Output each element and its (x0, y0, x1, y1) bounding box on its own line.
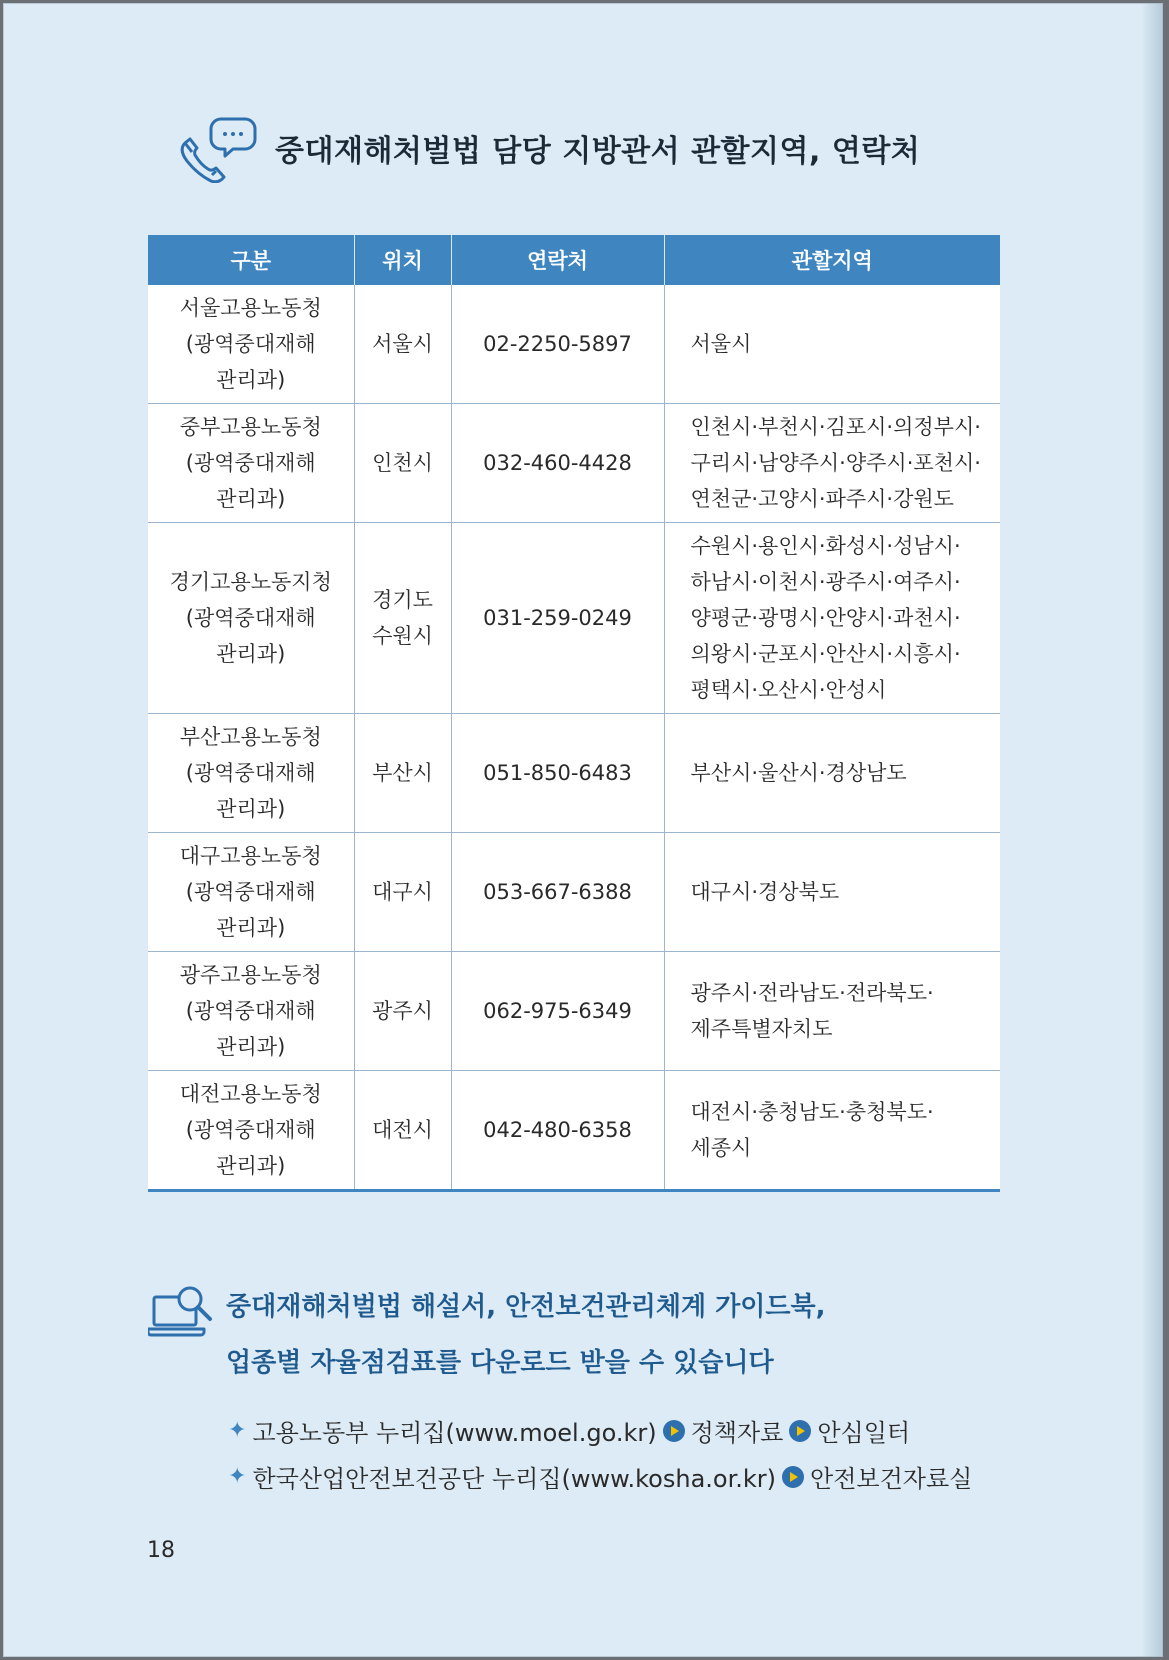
phone-number: 051-850-6483 (483, 761, 632, 785)
link-moel-path-1[interactable]: 정책자료 (690, 1419, 784, 1447)
office-name-line: 관리과) (216, 916, 286, 940)
region-line: 평택시·오산시·안성시 (690, 678, 887, 702)
download-notice-line-2: 업종별 자율점검표를 다운로드 받을 수 있습니다 (226, 1348, 774, 1378)
play-arrow-icon (789, 1420, 811, 1442)
office-name-cell (148, 285, 354, 404)
link-moel[interactable] (228, 1413, 910, 1448)
location-line: 인천시 (372, 451, 433, 475)
region-line: 광주시·전라남도·전라북도· (690, 981, 934, 1005)
region-line: 의왕시·군포시·안산시·시흥시· (690, 642, 961, 666)
sparkle-bullet-icon: ✦ (228, 1464, 247, 1489)
phone-cell (451, 285, 664, 404)
office-name-line: 경기고용노동지청 (169, 570, 332, 594)
location-cell (354, 952, 451, 1071)
link-kosha-site[interactable]: 한국산업안전보건공단 누리집(www.kosha.or.kr) (252, 1465, 777, 1493)
page-edge-shadow (1141, 3, 1163, 1657)
region-cell (664, 285, 1000, 404)
office-name-line: 대전고용노동청 (179, 1082, 322, 1106)
region-line: 대전시·충청남도·충청북도· (690, 1100, 934, 1124)
play-arrow-icon (782, 1466, 804, 1488)
office-name-line: (광역중대재해 (185, 451, 316, 475)
region-cell (664, 523, 1000, 714)
phone-number: 053-667-6388 (483, 880, 632, 904)
section-title: 중대재해처벌법 담당 지방관서 관할지역, 연락처 (275, 134, 921, 169)
office-name-line: (광역중대재해 (185, 880, 316, 904)
office-name-line: (광역중대재해 (185, 332, 316, 356)
phone-cell (451, 404, 664, 523)
location-cell (354, 404, 451, 523)
location-line: 광주시 (372, 999, 433, 1023)
phone-number: 031-259-0249 (483, 606, 632, 630)
link-moel-path-2[interactable]: 안심일터 (817, 1419, 911, 1447)
play-arrow-icon (663, 1420, 685, 1442)
table-row (148, 404, 1000, 523)
region-line: 수원시·용인시·화성시·성남시· (690, 534, 961, 558)
region-cell (664, 1071, 1000, 1191)
office-name-cell (148, 523, 354, 714)
laptop-search-icon (148, 1283, 216, 1341)
phone-number: 042-480-6358 (483, 1118, 632, 1142)
office-name-line: 관리과) (216, 642, 286, 666)
region-cell (664, 952, 1000, 1071)
location-line: 서울시 (372, 332, 433, 356)
region-cell (664, 714, 1000, 833)
table-row (148, 285, 1000, 404)
column-header-location: 위치 (354, 235, 451, 285)
region-line: 세종시 (690, 1136, 752, 1160)
location-cell (354, 285, 451, 404)
region-line: 인천시·부천시·김포시·의정부시· (690, 415, 981, 439)
office-name-cell (148, 833, 354, 952)
region-line: 대구시·경상북도 (690, 880, 840, 904)
office-name-line: 광주고용노동청 (179, 963, 322, 987)
page-number: 18 (147, 1538, 175, 1563)
office-name-line: (광역중대재해 (185, 606, 316, 630)
phone-cell (451, 833, 664, 952)
office-name-cell (148, 1071, 354, 1191)
table-row (148, 952, 1000, 1071)
region-line: 구리시·남양주시·양주시·포천시· (690, 451, 981, 475)
column-header-contact: 연락처 (451, 235, 664, 285)
location-line: 대구시 (372, 880, 433, 904)
link-kosha-path-1[interactable]: 안전보건자료실 (810, 1465, 973, 1493)
office-name-line: (광역중대재해 (185, 761, 316, 785)
location-cell (354, 1071, 451, 1191)
phone-number: 02-2250-5897 (483, 332, 632, 356)
phone-cell (451, 952, 664, 1071)
office-name-line: (광역중대재해 (185, 999, 316, 1023)
location-line: 대전시 (372, 1118, 433, 1142)
office-name-line: 관리과) (216, 368, 286, 392)
phone-cell (451, 1071, 664, 1191)
office-name-line: 관리과) (216, 797, 286, 821)
column-header-region: 관할지역 (664, 235, 1000, 285)
location-cell (354, 833, 451, 952)
office-name-line: 관리과) (216, 1154, 286, 1178)
office-contact-table (148, 235, 1000, 1192)
download-notice-line-1: 중대재해처벌법 해설서, 안전보건관리체계 가이드북, (226, 1292, 826, 1322)
region-line: 제주특별자치도 (690, 1017, 833, 1041)
link-moel-site[interactable]: 고용노동부 누리집(www.moel.go.kr) (252, 1419, 657, 1447)
office-name-line: 서울고용노동청 (179, 296, 322, 320)
location-cell (354, 523, 451, 714)
location-cell (354, 714, 451, 833)
region-line: 양평군·광명시·안양시·과천시· (690, 606, 961, 630)
table-row (148, 1071, 1000, 1191)
link-kosha[interactable] (228, 1459, 972, 1494)
phone-cell (451, 714, 664, 833)
location-line: 경기도 (372, 588, 433, 612)
location-line: 부산시 (372, 761, 433, 785)
region-line: 연천군·고양시·파주시·강원도 (690, 487, 954, 511)
office-name-line: 부산고용노동청 (179, 725, 322, 749)
office-name-line: 중부고용노동청 (179, 415, 322, 439)
region-cell (664, 833, 1000, 952)
office-name-line: (광역중대재해 (185, 1118, 316, 1142)
region-line: 서울시 (690, 332, 752, 356)
phone-number: 062-975-6349 (483, 999, 632, 1023)
sparkle-bullet-icon: ✦ (228, 1418, 247, 1443)
region-line: 부산시·울산시·경상남도 (690, 761, 907, 785)
download-notice (226, 1279, 825, 1391)
office-name-cell (148, 952, 354, 1071)
section-heading (179, 113, 920, 183)
table-row (148, 833, 1000, 952)
phone-cell (451, 523, 664, 714)
office-name-line: 관리과) (216, 1035, 286, 1059)
office-name-cell (148, 404, 354, 523)
office-name-line: 대구고용노동청 (179, 844, 322, 868)
region-line: 하남시·이천시·광주시·여주시· (690, 570, 961, 594)
column-header-category: 구분 (148, 235, 354, 285)
region-cell (664, 404, 1000, 523)
phone-chat-icon (179, 113, 257, 183)
office-name-cell (148, 714, 354, 833)
phone-number: 032-460-4428 (483, 451, 632, 475)
table-row (148, 714, 1000, 833)
table-header-row (148, 235, 1000, 285)
location-line: 수원시 (372, 624, 433, 648)
document-page (3, 3, 1163, 1657)
table-row (148, 523, 1000, 714)
office-name-line: 관리과) (216, 487, 286, 511)
